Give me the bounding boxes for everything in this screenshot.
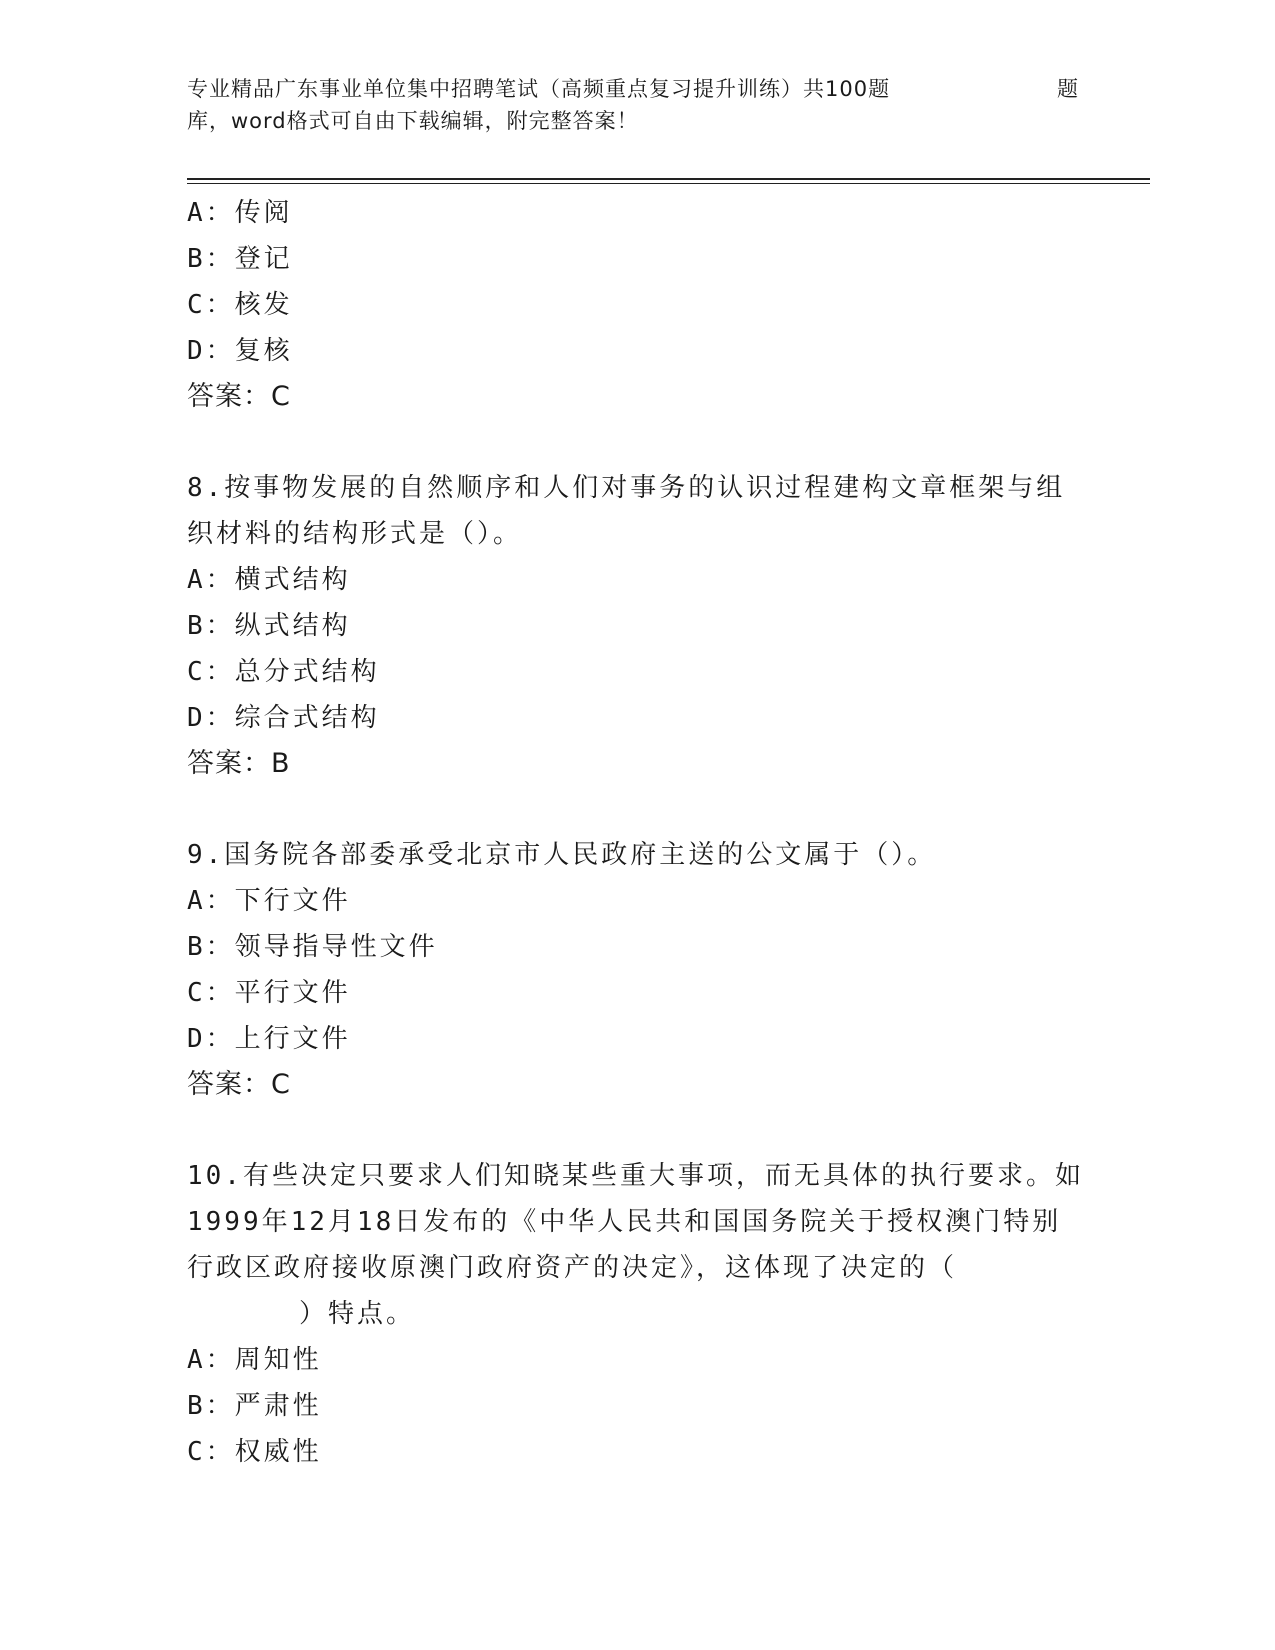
question-9 [187,832,1107,1108]
question-content [187,190,1107,1475]
question-stem: 织材料的结构形式是（）。 [187,519,523,549]
page-header [187,73,1087,137]
header-title-tail: 题 [1057,77,1079,101]
answer-line: 答案：C [187,381,291,412]
option-d: D：综合式结构 [187,703,380,733]
option-a: A：传阅 [187,198,293,228]
option-c: C：总分式结构 [187,657,380,687]
question-10 [187,1153,1107,1475]
header-rule-thick [187,178,1150,180]
question-7-continued [187,190,1107,420]
option-a: A：周知性 [187,1345,322,1375]
answer-line: 答案：C [187,1069,291,1100]
question-stem: 行政区政府接收原澳门政府资产的决定》，这体现了决定的（ [187,1253,958,1283]
question-stem: 8.按事物发展的自然顺序和人们对事务的认识过程建构文章框架与组 [187,473,1066,503]
question-stem: ）特点。 [299,1299,416,1329]
option-b: B：登记 [187,244,293,274]
option-d: D：上行文件 [187,1024,351,1054]
question-8 [187,465,1107,787]
question-stem: 9.国务院各部委承受北京市人民政府主送的公文属于（）。 [187,840,937,870]
option-b: B：严肃性 [187,1391,322,1421]
question-stem: 1999年12月18日发布的《中华人民共和国国务院关于授权澳门特别 [187,1207,1062,1237]
option-a: A：下行文件 [187,886,351,916]
spacer [187,420,1107,465]
question-stem: 10.有些决定只要求人们知晓某些重大事项，而无具体的执行要求。如 [187,1161,1084,1191]
header-title: 专业精品广东事业单位集中招聘笔试（高频重点复习提升训练）共100题 [187,77,891,101]
header-line-2: 库，word格式可自由下载编辑，附完整答案！ [187,109,639,133]
option-c: C：权威性 [187,1437,322,1467]
option-c: C：核发 [187,290,293,320]
option-d: D：复核 [187,336,293,366]
option-c: C：平行文件 [187,978,351,1008]
option-b: B：领导指导性文件 [187,932,438,962]
option-b: B：纵式结构 [187,611,351,641]
spacer [187,1108,1107,1153]
spacer [187,787,1107,832]
option-a: A：横式结构 [187,565,351,595]
answer-line: 答案：B [187,748,291,779]
header-line-1 [187,73,1087,105]
header-rule-thin [187,183,1150,184]
